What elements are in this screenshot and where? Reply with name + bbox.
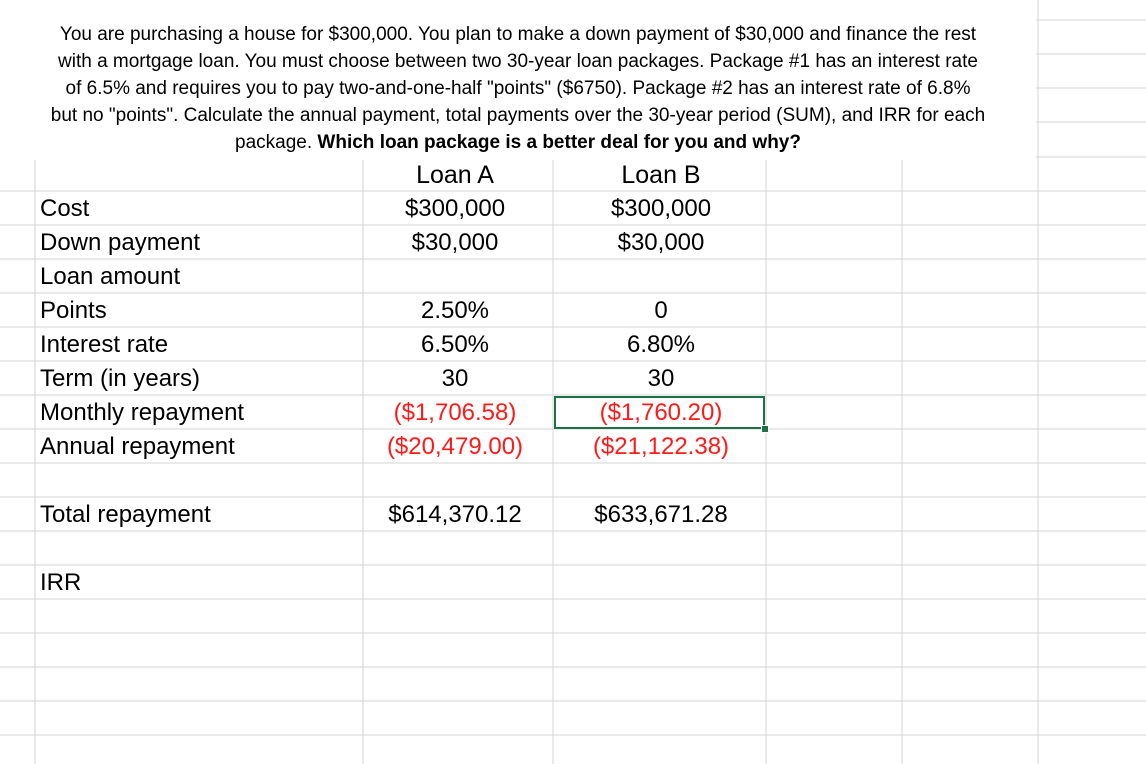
row-label-total-repayment[interactable]: Total repayment: [40, 501, 211, 528]
fill-handle[interactable]: [761, 425, 769, 433]
cell-annual-repayment-a[interactable]: ($20,479.00): [386, 433, 524, 460]
row-label-irr[interactable]: IRR: [40, 569, 82, 596]
cell-loan-amount-b[interactable]: [570, 260, 752, 294]
cell-irr-b[interactable]: [570, 566, 752, 600]
row-label-cost[interactable]: Cost: [40, 195, 90, 222]
cell-interest-rate-b[interactable]: 6.80%: [626, 331, 696, 358]
cell-term-a[interactable]: 30: [441, 365, 469, 392]
problem-prefix: package.: [235, 132, 318, 153]
cell-cost-b[interactable]: $300,000: [610, 195, 712, 222]
cell-total-repayment-b[interactable]: $633,671.28: [594, 501, 728, 528]
cell-monthly-repayment-a[interactable]: ($1,706.58): [393, 399, 517, 426]
cell-term-b[interactable]: 30: [647, 365, 675, 392]
cell-points-a[interactable]: 2.50%: [420, 297, 490, 324]
problem-line: with a mortgage loan. You must choose between two 30-year loan packages. Package #1 has an interest rate: [58, 51, 978, 72]
cell-down-payment-b[interactable]: $30,000: [617, 229, 705, 256]
problem-line: You are purchasing a house for $300,000. You plan to make a down payment of $30,000 and finance the rest: [59, 24, 977, 45]
row-label-down-payment[interactable]: Down payment: [40, 229, 201, 256]
row-label-term[interactable]: Term (in years): [40, 365, 201, 392]
cell-monthly-repayment-b[interactable]: ($1,760.20): [599, 399, 723, 426]
cell-loan-amount-a[interactable]: [364, 260, 546, 294]
row-label-monthly-repayment[interactable]: Monthly repayment: [40, 399, 245, 426]
row-label-loan-amount[interactable]: Loan amount: [40, 263, 181, 290]
cell-irr-a[interactable]: [364, 566, 546, 600]
header-loan-b[interactable]: Loan B: [621, 161, 701, 189]
header-loan-a[interactable]: Loan A: [416, 161, 494, 189]
row-label-points[interactable]: Points: [40, 297, 107, 324]
row-label-annual-repayment[interactable]: Annual repayment: [40, 433, 235, 460]
problem-question: Which loan package is a better deal for you and why?: [317, 132, 801, 153]
cell-points-b[interactable]: 0: [654, 297, 668, 324]
problem-question-line: [0, 130, 1036, 156]
row-label-interest-rate[interactable]: Interest rate: [40, 331, 169, 358]
problem-line: but no "points". Calculate the annual payment, total payments over the 30-year period (SUM), and IRR for each: [50, 105, 986, 126]
cell-total-repayment-a[interactable]: $614,370.12: [388, 501, 522, 528]
cell-annual-repayment-b[interactable]: ($21,122.38): [592, 433, 730, 460]
problem-statement: [0, 0, 1036, 160]
cell-interest-rate-a[interactable]: 6.50%: [420, 331, 490, 358]
problem-line: of 6.5% and requires you to pay two-and-one-half "points" ($6750). Package #2 has an interest rate of 6.8%: [65, 78, 971, 99]
cell-down-payment-a[interactable]: $30,000: [411, 229, 499, 256]
cell-cost-a[interactable]: $300,000: [404, 195, 506, 222]
